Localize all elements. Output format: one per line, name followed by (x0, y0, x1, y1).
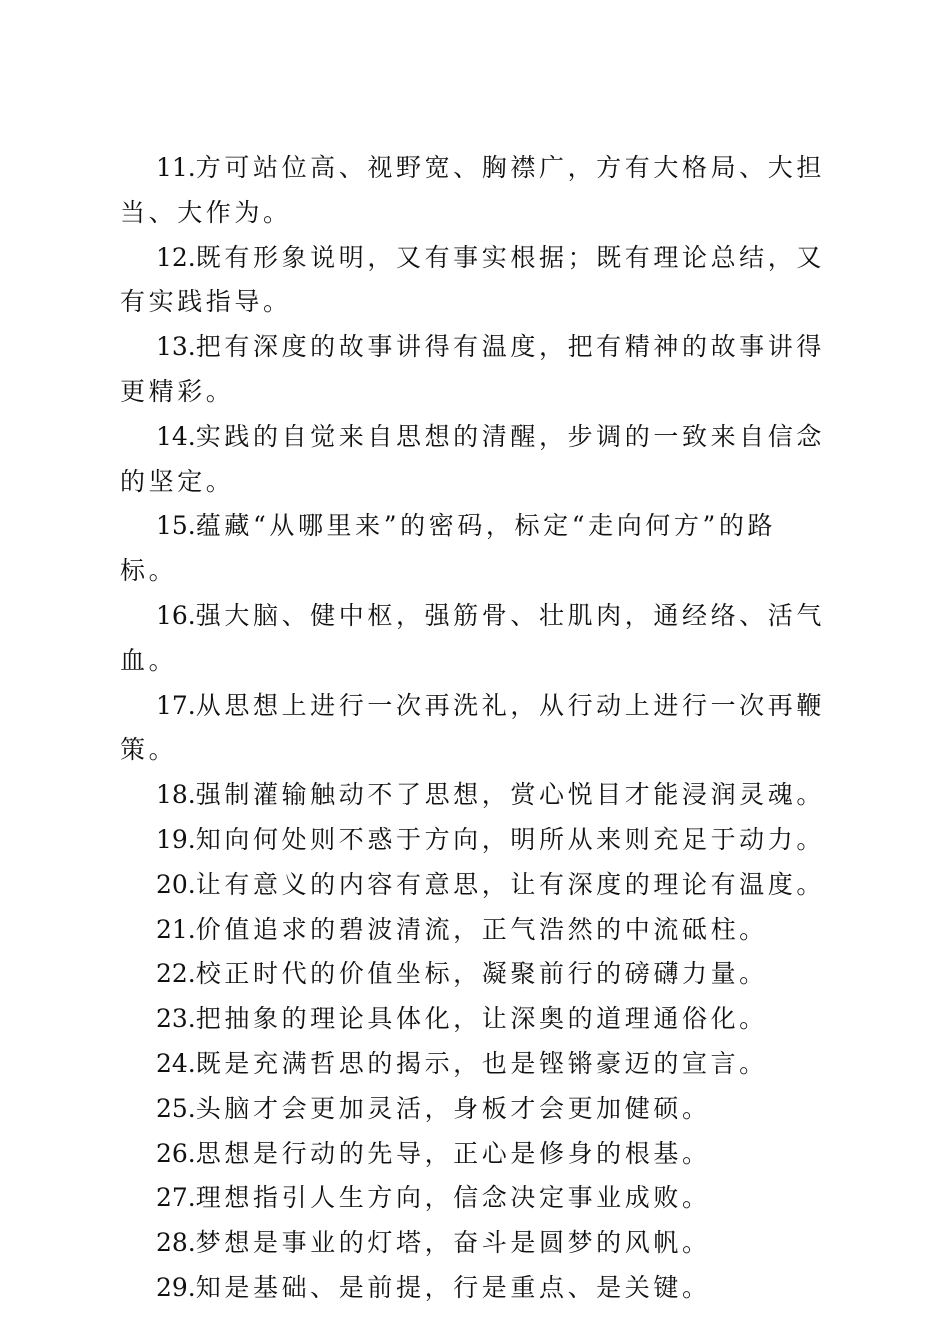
list-item-22 (120, 952, 832, 997)
item-number: 23. (156, 1004, 196, 1034)
item-number: 20. (156, 869, 196, 899)
item-number: 16. (156, 600, 196, 630)
item-number: 19. (156, 824, 196, 854)
list-item-18 (120, 773, 832, 818)
list-item-16 (120, 594, 832, 684)
item-text: 强制灌输触动不了思想，赏心悦目才能浸润灵魂。 (195, 780, 825, 810)
list-item-12 (120, 236, 832, 326)
item-text: 把抽象的理论具体化，让深奥的道理通俗化。 (195, 1004, 768, 1034)
list-item-23 (120, 997, 832, 1042)
item-number: 11. (156, 153, 196, 182)
item-number: 27. (156, 1183, 196, 1213)
item-text: 知是基础、是前提，行是重点、是关键。 (195, 1272, 711, 1302)
item-text: 梦想是事业的灯塔，奋斗是圆梦的风帆。 (195, 1228, 711, 1258)
list-item-25 (120, 1087, 832, 1132)
item-number: 21. (156, 914, 196, 944)
list-item-24 (120, 1042, 832, 1087)
item-number: 14. (156, 421, 196, 451)
item-text: 实践的自觉来自思想的清醒，步调的一致来自信念的坚定。 (120, 421, 825, 496)
item-text: 把有深度的故事讲得有温度，把有精神的故事讲得更精彩。 (120, 332, 825, 406)
item-number: 28. (156, 1228, 196, 1258)
list-item-29 (120, 1266, 832, 1311)
item-text: 知向何处则不惑于方向，明所从来则充足于动力。 (195, 824, 825, 854)
list-item-11 (120, 146, 832, 236)
item-text: 头脑才会更加灵活，身板才会更加健硕。 (195, 1093, 711, 1123)
item-text: 从思想上进行一次再洗礼，从行动上进行一次再鞭策。 (120, 690, 825, 765)
item-number: 25. (156, 1093, 196, 1123)
list-item-14 (120, 415, 832, 505)
list-item-27 (120, 1176, 832, 1221)
item-text: 强大脑、健中枢，强筋骨、壮肌肉，通经络、活气血。 (120, 600, 825, 675)
item-number: 17. (156, 690, 196, 720)
item-number: 13. (156, 332, 196, 362)
item-text: 思想是行动的先导，正心是修身的根基。 (195, 1138, 711, 1168)
item-number: 26. (156, 1138, 196, 1168)
item-number: 29. (156, 1272, 196, 1302)
item-text: 方可站位高、视野宽、胸襟广，方有大格局、大担当、大作为。 (120, 153, 825, 227)
item-number: 12. (156, 242, 196, 272)
list-item-21 (120, 908, 832, 953)
item-number: 18. (156, 780, 196, 810)
list-item-28 (120, 1221, 832, 1266)
item-number: 24. (156, 1048, 196, 1078)
item-number: 22. (156, 959, 196, 989)
item-number: 15. (156, 511, 196, 541)
list-item-19 (120, 818, 832, 863)
list-item-26 (120, 1132, 832, 1177)
item-text: 校正时代的价值坐标，凝聚前行的磅礴力量。 (195, 959, 768, 989)
item-text: 既是充满哲思的揭示，也是铿锵豪迈的宣言。 (195, 1048, 768, 1078)
item-text: 让有意义的内容有意思，让有深度的理论有温度。 (195, 869, 825, 899)
list-item-20 (120, 863, 832, 908)
item-text: 理想指引人生方向，信念决定事业成败。 (195, 1183, 711, 1213)
item-text: 价值追求的碧波清流，正气浩然的中流砥柱。 (195, 914, 768, 944)
list-item-13 (120, 325, 832, 415)
list-item-17 (120, 684, 832, 774)
list-item-15 (120, 504, 832, 594)
document-body (120, 146, 832, 1311)
item-text: 既有形象说明，又有事实根据；既有理论总结，又有实践指导。 (120, 242, 825, 317)
item-text: 蕴藏“从哪里来”的密码，标定“走向何方”的路标。 (120, 511, 777, 586)
